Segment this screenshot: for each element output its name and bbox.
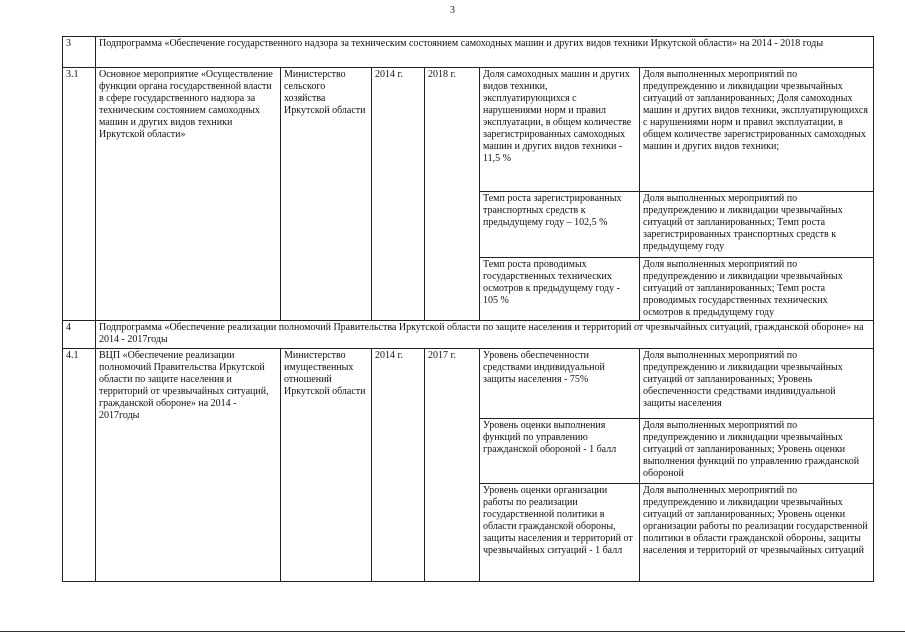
table-row <box>63 68 874 192</box>
executor-cell: Министерство сельского хозяйства Иркутской области <box>281 68 372 321</box>
indicator-cell: Доля самоходных машин и других видов техники, эксплуатирующихся с нарушениями норм и правил эксплуатации, в общем количестве зарегистрированных самоходных машин и других видов техники - 11,5 % <box>480 68 640 192</box>
effect-cell: Доля выполненных мероприятий по предупреждению и ликвидации чрезвычайных ситуаций от запланированных; Уровень обеспеченности средствами индивидуальной защиты населения <box>640 349 874 419</box>
activity-name: ВЦП «Обеспечение реализации полномочий Правительства Иркутской области по защите населения и территорий от чрезвычайных ситуаций, гражданской обороне» на 2014 - 2017годы <box>96 349 281 582</box>
section-title: Подпрограмма «Обеспечение государственного надзора за техническим состоянием самоходных машин и других видов техники Иркутской области» на 2014 - 2018 годы <box>96 37 874 68</box>
row-number: 3.1 <box>63 68 96 321</box>
indicator-cell: Темп роста проводимых государственных технических осмотров к предыдущему году - 105 % <box>480 258 640 321</box>
effect-cell: Доля выполненных мероприятий по предупреждению и ликвидации чрезвычайных ситуаций от запланированных; Темп роста зарегистрированных транспортных средств к предыдущему году <box>640 192 874 258</box>
program-table <box>62 36 874 582</box>
page-bottom-edge <box>0 631 905 632</box>
effect-cell: Доля выполненных мероприятий по предупреждению и ликвидации чрезвычайных ситуаций от запланированных; Уровень оценки выполнения функций по управлению гражданской обороной <box>640 419 874 484</box>
activity-name: Основное мероприятие «Осуществление функции органа государственной власти в сфере государственного надзора за техническим состоянием самоходных машин и других видов техники Иркутской области» <box>96 68 281 321</box>
row-number: 4.1 <box>63 349 96 582</box>
indicator-cell: Темп роста зарегистрированных транспортных средств к предыдущему году – 102,5 % <box>480 192 640 258</box>
indicator-cell: Уровень обеспеченности средствами индивидуальной защиты населения - 75% <box>480 349 640 419</box>
indicator-cell: Уровень оценки выполнения функций по управлению гражданской обороной - 1 балл <box>480 419 640 484</box>
section-header-row <box>63 321 874 349</box>
section-number: 4 <box>63 321 96 349</box>
section-header-row <box>63 37 874 68</box>
indicator-cell: Уровень оценки организации работы по реализации государственной политики в области гражданской обороны, защиты населения и территорий от чрезвычайных ситуаций - 1 балл <box>480 484 640 582</box>
start-year: 2014 г. <box>372 68 425 321</box>
section-number: 3 <box>63 37 96 68</box>
section-title: Подпрограмма «Обеспечение реализации полномочий Правительства Иркутской области по защите населения и территорий от чрезвычайных ситуаций, гражданской обороне» на 2014 - 2017годы <box>96 321 874 349</box>
executor-cell: Министерство имущественных отношений Иркутской области <box>281 349 372 582</box>
end-year: 2018 г. <box>425 68 480 321</box>
end-year: 2017 г. <box>425 349 480 582</box>
start-year: 2014 г. <box>372 349 425 582</box>
page-number: 3 <box>450 5 455 16</box>
table-row <box>63 349 874 419</box>
effect-cell: Доля выполненных мероприятий по предупреждению и ликвидации чрезвычайных ситуаций от запланированных; Уровень оценки организации работы по реализации государственной политики в области гражданской обороны, защиты населения и территорий от чрезвычайных ситуаций <box>640 484 874 582</box>
effect-cell: Доля выполненных мероприятий по предупреждению и ликвидации чрезвычайных ситуаций от запланированных; Темп роста проводимых государственных технических осмотров к предыдущему году <box>640 258 874 321</box>
effect-cell: Доля выполненных мероприятий по предупреждению и ликвидации чрезвычайных ситуаций от запланированных; Доля самоходных машин и других видов техники, эксплуатирующихся с нарушениями норм и правил эксплуатации, в общем количестве зарегистрированных самоходных машин и других видов техники; <box>640 68 874 192</box>
